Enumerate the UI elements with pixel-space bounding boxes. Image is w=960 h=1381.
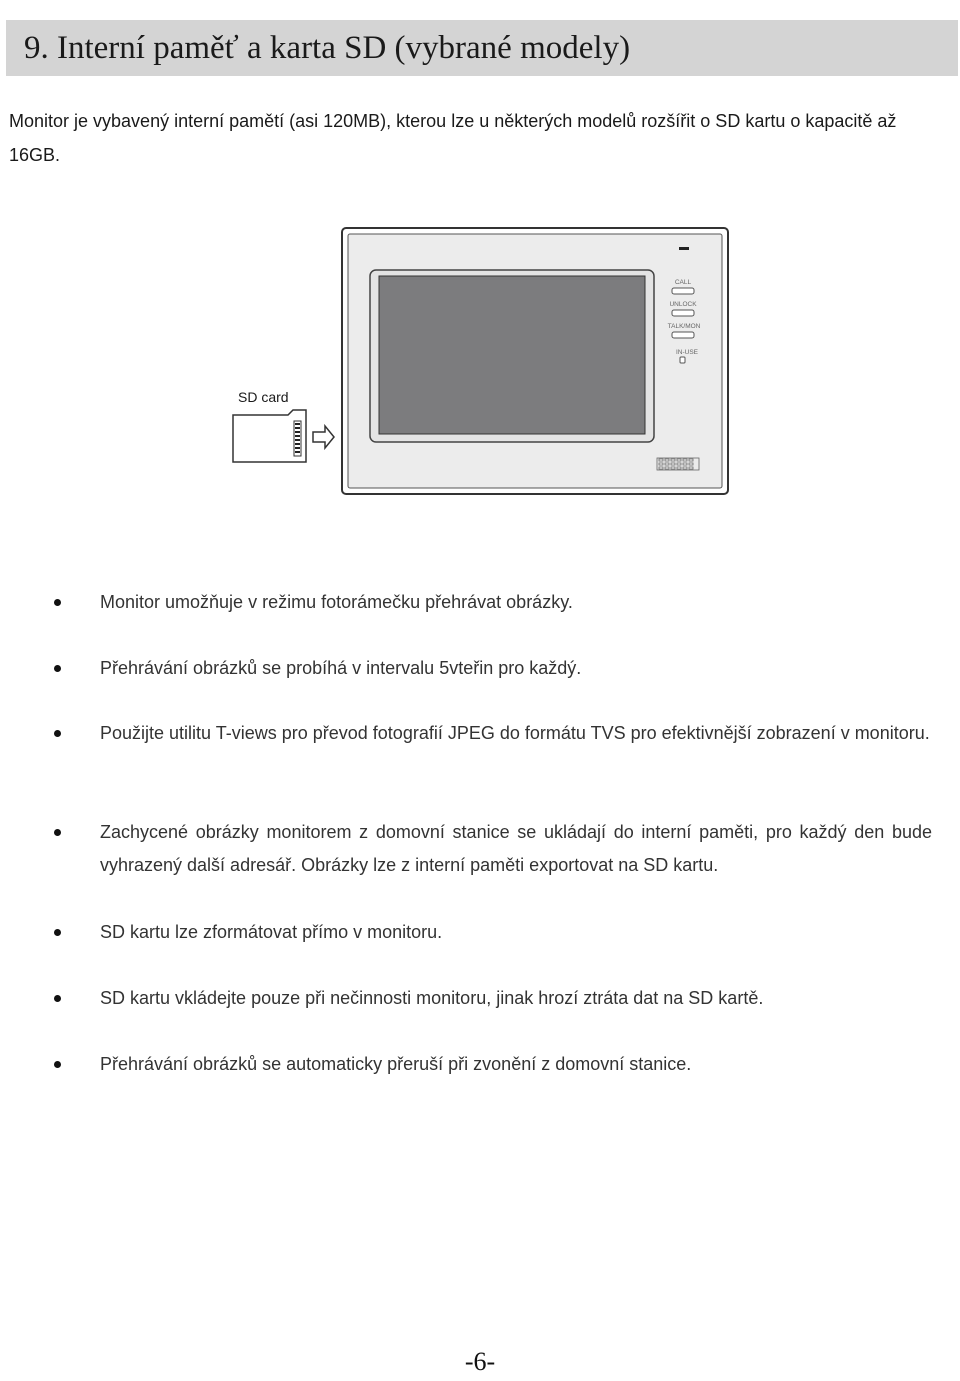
bullet-icon [54,929,61,936]
bullet-icon [54,730,61,737]
bullet-icon [54,599,61,606]
bullet-icon [54,829,61,836]
list-item-text: SD kartu lze zformátovat přímo v monitoru. [100,922,443,942]
sd-card-icon [233,410,306,462]
bullet-icon [54,1061,61,1068]
list-item-text: Přehrávání obrázků se probíhá v intervalu 5vteřin pro každý. [100,658,582,678]
in-use-indicator [680,357,685,363]
list-item [100,652,932,685]
section-title-bar [6,20,958,76]
list-item [100,916,932,949]
screen-display [379,276,645,434]
sd-card-label: SD card [238,389,289,405]
monitor-figure [0,210,960,510]
list-item-text: Zachycené obrázky monitorem z domovní stanice se ukládají do interní paměti, pro každý den bude vyhrazený další adresář. Obrázky lze z interní paměti exportovat na SD kartu. [100,822,932,875]
talkmon-button [672,332,694,338]
call-button [672,288,694,294]
list-item-text: SD kartu vkládejte pouze při nečinnosti monitoru, jinak hrozí ztráta dat na SD kartě. [100,988,764,1008]
list-item [100,816,932,882]
unlock-label: UNLOCK [669,301,697,308]
arrow-right-icon [313,426,334,448]
unlock-button [672,310,694,316]
list-item [100,1048,932,1081]
in-use-label: IN-USE [675,349,699,356]
bullet-icon [54,665,61,672]
bullet-icon [54,995,61,1002]
top-slot-mark [679,247,689,250]
list-item-text: Použijte utilitu T-views pro převod fotografií JPEG do formátu TVS pro efektivnější zobrazení v monitoru. [100,723,930,743]
monitor-illustration [0,210,960,510]
page-number: -6- [464,1347,496,1376]
list-item [100,717,932,750]
speaker-grille [657,458,699,470]
list-item [100,586,932,619]
intro-paragraph: Monitor je vybavený interní pamětí (asi 120MB), kterou lze u některých modelů rozšířit o SD kartu o kapacitě až 16GB. [9,111,897,165]
page-title: 9. Interní paměť a karta SD (vybrané modely) [24,30,631,66]
list-item-text: Přehrávání obrázků se automaticky přeruší při zvonění z domovní stanice. [100,1054,692,1074]
list-item-text: Monitor umožňuje v režimu fotorámečku přehrávat obrázky. [100,592,573,612]
talkmon-label: TALK/MON [667,323,701,330]
call-label: CALL [674,279,692,286]
list-item [100,982,932,1015]
